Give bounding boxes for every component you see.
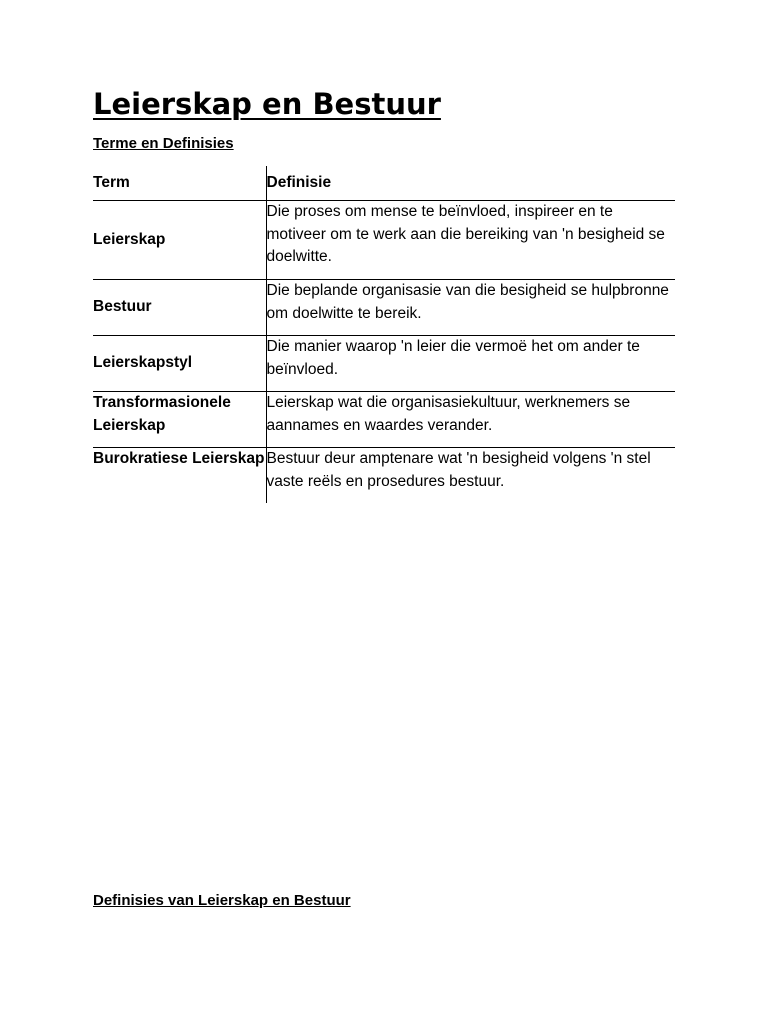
definitions-table [93, 166, 675, 503]
section-heading-definitions: Definisies van Leierskap en Bestuur [93, 892, 351, 909]
term-cell: Transformasionele Leierskap [93, 392, 266, 448]
document-title: Leierskap en Bestuur [93, 87, 441, 121]
table-row [93, 201, 675, 280]
definition-cell: Leierskap wat die organisasiekultuur, werknemers se aannames en waardes verander. [266, 392, 675, 448]
table-row [93, 448, 675, 504]
term-cell: Leierskap [93, 201, 266, 280]
table-row [93, 280, 675, 336]
definition-cell: Bestuur deur amptenare wat 'n besigheid volgens 'n stel vaste reëls en prosedures bestuur. [266, 448, 675, 504]
definition-cell: Die beplande organisasie van die besigheid se hulpbronne om doelwitte te bereik. [266, 280, 675, 336]
table-row [93, 336, 675, 392]
column-header-definition: Definisie [266, 166, 675, 201]
term-cell: Bestuur [93, 280, 266, 336]
term-cell: Burokratiese Leierskap [93, 448, 266, 504]
table-row [93, 392, 675, 448]
definition-cell: Die proses om mense te beïnvloed, inspireer en te motiveer om te werk aan die bereiking van 'n besigheid se doelwitte. [266, 201, 675, 280]
column-header-term: Term [93, 173, 130, 191]
table-header-row [93, 166, 675, 201]
term-cell: Leierskapstyl [93, 336, 266, 392]
definition-cell: Die manier waarop 'n leier die vermoë het om ander te beïnvloed. [266, 336, 675, 392]
section-heading-terms: Terme en Definisies [93, 135, 234, 152]
